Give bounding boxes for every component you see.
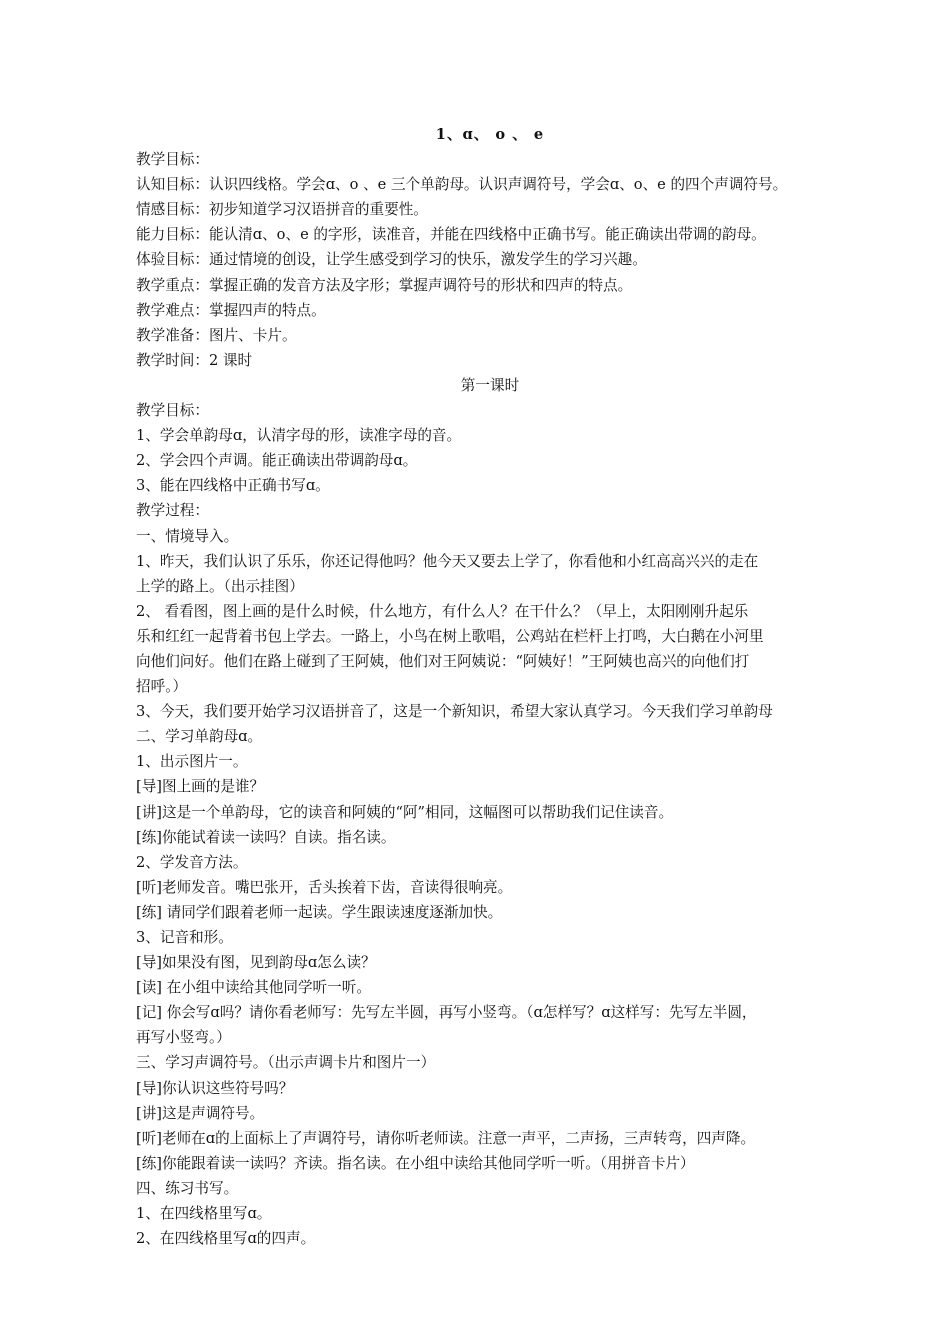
text-line: [记] 你会写ɑ吗？请你看老师写：先写左半圆，再写小竖弯。（ɑ怎样写？ɑ这样写：先写左半圆，	[136, 1004, 757, 1022]
text-line: 一、情境导入。	[136, 527, 239, 545]
text-line: 向他们问好。他们在路上碰到了王阿姨，他们对王阿姨说：“阿姨好！”王阿姨也高兴的向他们打	[136, 652, 750, 670]
text-line: [导]如果没有图，见到韵母ɑ怎么读？	[136, 954, 376, 972]
text-line: 1、在四线格里写ɑ。	[136, 1205, 272, 1223]
text-line: 教学重点：掌握正确的发音方法及字形；掌握声调符号的形状和四声的特点。	[136, 276, 633, 294]
text-line: 教学过程：	[136, 502, 209, 520]
text-line: [练]你能试着读一读吗？自读。指名读。	[136, 828, 396, 846]
text-line: 二、学习单韵母ɑ。	[136, 728, 263, 746]
text-line: 情感目标：初步知道学习汉语拼音的重要性。	[136, 201, 428, 219]
text-line: 2、学会四个声调。能正确读出带调韵母ɑ。	[136, 452, 418, 470]
text-line: 上学的路上。（出示挂图）	[136, 577, 304, 595]
section-heading: 第一课时	[460, 376, 520, 394]
text-line: 教学难点：掌握四声的特点。	[136, 301, 326, 319]
text-line: 2、 看看图，图上画的是什么时候，什么地方，有什么人？在干什么？（早上，太阳刚刚升起乐	[136, 602, 749, 620]
text-line: 2、在四线格里写ɑ的四声。	[136, 1230, 316, 1248]
text-line: 认知目标：认识四线格。学会ɑ、o 、e 三个单韵母。认识声调符号，学会ɑ、o、e 的四个声调符号。	[136, 176, 788, 194]
lesson-plan-body	[136, 122, 844, 1251]
text-line: [听]老师发音。嘴巴张开，舌头挨着下齿，音读得很响亮。	[136, 878, 513, 896]
text-line: 教学时间：2 课时	[136, 351, 253, 369]
text-line: [听]老师在ɑ的上面标上了声调符号，请你听老师读。注意一声平，二声扬，三声转弯，四声降。	[136, 1129, 756, 1147]
text-line: 招呼。）	[136, 678, 188, 696]
text-line: 3、今天，我们要开始学习汉语拼音了，这是一个新知识，希望大家认真学习。今天我们学习单韵母	[136, 703, 773, 721]
text-line: 教学准备：图片、卡片。	[136, 326, 297, 344]
text-line: [读] 在小组中读给其他同学听一听。	[136, 979, 371, 997]
text-line: 能力目标：能认清ɑ、o、e 的字形，读准音，并能在四线格中正确书写。能正确读出带调的韵母。	[136, 226, 766, 244]
text-line: 1、昨天，我们认识了乐乐，你还记得他吗？他今天又要去上学了，你看他和小红高高兴兴的走在	[136, 552, 759, 570]
text-line: 1、学会单韵母ɑ，认清字母的形，读准字母的音。	[136, 427, 462, 445]
text-line: [导]你认识这些符号吗？	[136, 1079, 294, 1097]
text-line: 四、练习书写。	[136, 1179, 239, 1197]
text-line: 2、学发音方法。	[136, 853, 248, 871]
text-line: [练] 请同学们跟着老师一起读。学生跟读速度逐渐加快。	[136, 903, 503, 921]
text-line: 乐和红红一起背着书包上学去。一路上，小鸟在树上歌唱，公鸡站在栏杆上打鸣，大白鹅在小河里	[136, 627, 764, 645]
text-line: 教学目标：	[136, 151, 209, 169]
text-line: 三、学习声调符号。（出示声调卡片和图片一）	[136, 1054, 436, 1072]
document-title: 1、ɑ、 o 、 e	[435, 126, 545, 143]
text-line: 3、记音和形。	[136, 929, 233, 946]
text-line: 体验目标：通过情境的创设，让学生感受到学习的快乐，激发学生的学习兴趣。	[136, 251, 647, 269]
text-line: [练]你能跟着读一读吗？齐读。指名读。在小组中读给其他同学听一听。（用拼音卡片）	[136, 1154, 695, 1172]
text-line: 1、出示图片一。	[136, 753, 248, 771]
text-line: 3、能在四线格中正确书写ɑ。	[136, 477, 330, 495]
text-line: 教学目标：	[136, 402, 209, 420]
text-line: [讲]这是一个单韵母，它的读音和阿姨的“阿”相同，这幅图可以帮助我们记住读音。	[136, 803, 674, 821]
text-line: [讲]这是声调符号。	[136, 1104, 265, 1122]
text-line: 再写小竖弯。）	[136, 1029, 231, 1047]
text-line: [导]图上画的是谁？	[136, 778, 265, 796]
